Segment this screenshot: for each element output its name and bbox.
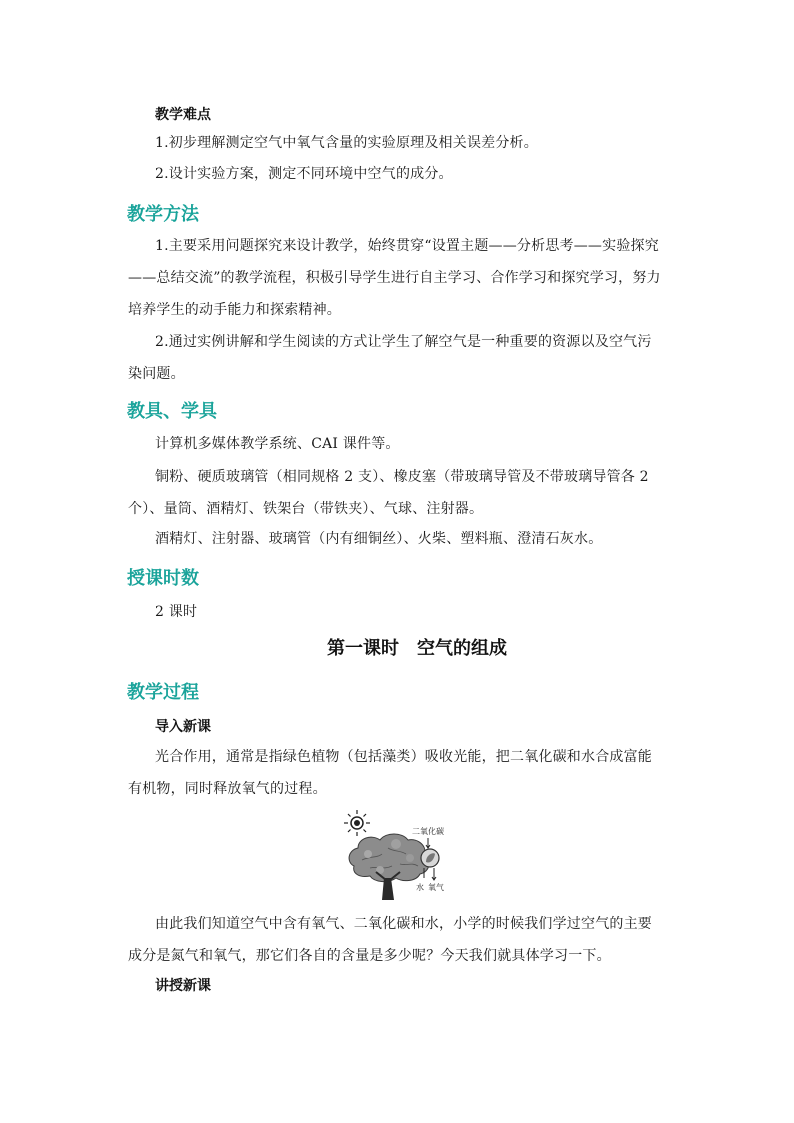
lesson-title: 第一课时 空气的组成 xyxy=(327,638,507,659)
intro-title: 导入新课 xyxy=(155,719,211,735)
intro-text: 光合作用，通常是指绿色植物（包括藻类）吸收光能，把二氧化碳和水合成富能有机物，同时释放氧气的过程。 xyxy=(128,749,652,797)
method-heading: 教学方法 xyxy=(127,204,199,225)
method-item-2: 2.通过实例讲解和学生阅读的方式让学生了解空气是一种重要的资源以及空气污染问题。 xyxy=(128,334,652,382)
after-figure-text: 由此我们知道空气中含有氧气、二氧化碳和水，小学的时候我们学过空气的主要成分是氮气和氧气，那它们各自的含量是多少呢？今天我们就具体学习一下。 xyxy=(128,916,652,964)
tools-heading: 教具、学具 xyxy=(127,401,217,422)
method-item-1: 1.主要采用问题探究来设计教学，始终贯穿“设置主题——分析思考——实验探究——总结交流”的教学流程，积极引导学生进行自主学习、合作学习和探究学习，努力培养学生的动手能力和探索精神。 xyxy=(128,238,661,318)
difficulty-title: 教学难点 xyxy=(155,107,211,123)
oxygen-label: 氧气 xyxy=(428,883,444,892)
photosynthesis-illustration xyxy=(340,808,460,904)
process-heading: 教学过程 xyxy=(127,682,199,703)
water-label: 水 xyxy=(416,883,424,892)
sun-icon xyxy=(344,810,370,836)
leaf-inset-icon xyxy=(421,849,439,867)
hours-heading: 授课时数 xyxy=(127,568,199,589)
photosynthesis-figure xyxy=(340,808,460,904)
difficulty-item-1: 1.初步理解测定空气中氧气含量的实验原理及相关误差分析。 xyxy=(155,135,538,151)
tools-item-3: 酒精灯、注射器、玻璃管（内有细铜丝）、火柴、塑料瓶、澄清石灰水。 xyxy=(155,531,603,547)
co2-label: 二氧化碳 xyxy=(412,827,444,836)
tools-item-2: 铜粉、硬质玻璃管（相同规格 2 支）、橡皮塞（带玻璃导管及不带玻璃导管各 2 个）、量筒、酒精灯、铁架台（带铁夹）、气球、注射器。 xyxy=(128,469,649,517)
new-lesson-title: 讲授新课 xyxy=(155,978,211,994)
difficulty-item-2: 2.设计实验方案，测定不同环境中空气的成分。 xyxy=(155,166,453,182)
tools-item-1: 计算机多媒体教学系统、CAI 课件等。 xyxy=(155,436,400,452)
hours-value: 2 课时 xyxy=(155,604,198,620)
